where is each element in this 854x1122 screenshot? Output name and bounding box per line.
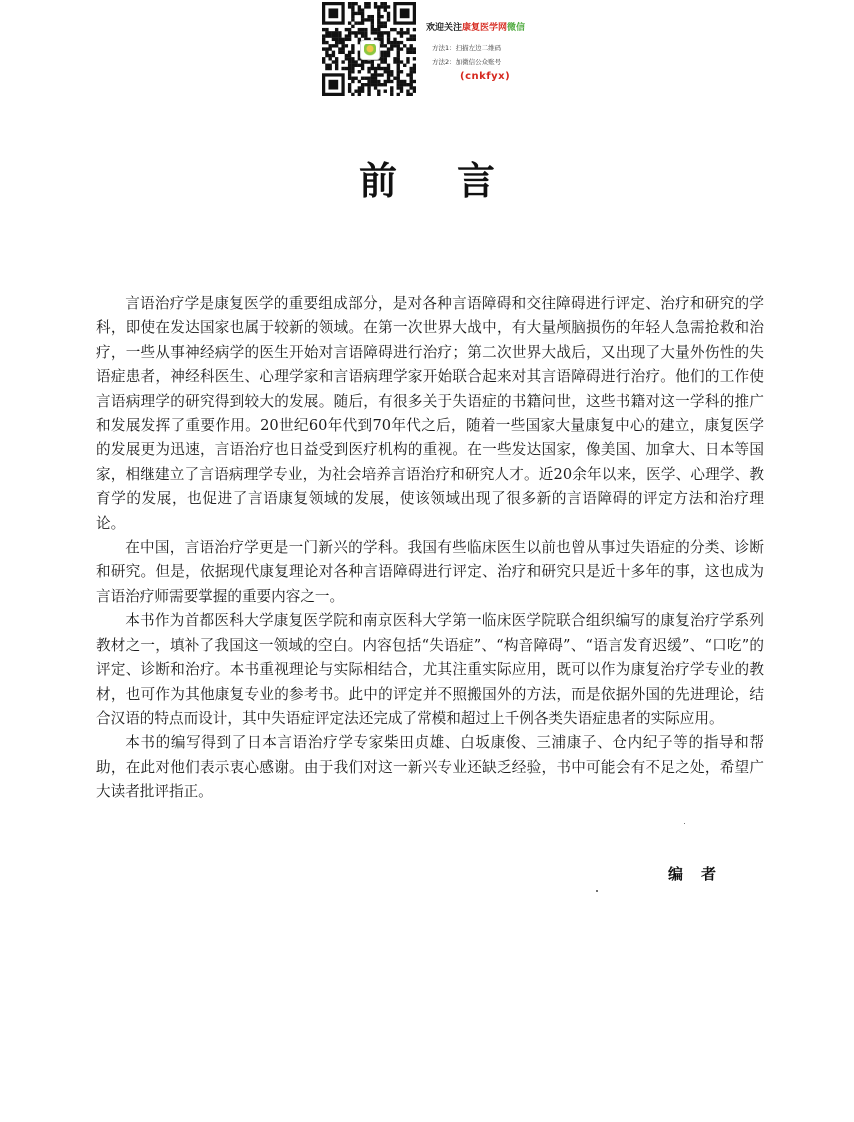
- banner-suffix: 微信: [507, 23, 526, 33]
- preface-body: [96, 292, 764, 805]
- page-title: 前言: [358, 158, 555, 203]
- banner-account-id: (cnkfyx): [460, 71, 511, 82]
- scan-speck: [596, 890, 598, 892]
- banner-method-1: 方法1：扫描左边二维码: [432, 44, 502, 52]
- scan-speck: [684, 823, 685, 824]
- paragraph: 在中国，言语治疗学更是一门新兴的学科。我国有些临床医生以前也曾从事过失语症的分类、诊断和研究。但是，依据现代康复理论对各种言语障碍进行评定、治疗和研究只是近十多年的事，这也成为言语治疗师需要掌握的重要内容之一。: [96, 539, 764, 605]
- wechat-banner: [322, 2, 538, 98]
- banner-prefix: 欢迎关注: [426, 23, 463, 33]
- banner-method-2: 方法2：加微信公众账号: [432, 58, 502, 66]
- qr-logo-icon: [360, 40, 380, 60]
- qr-code-icon[interactable]: [322, 2, 416, 96]
- paragraph: 言语治疗学是康复医学的重要组成部分，是对各种言语障碍和交往障碍进行评定、治疗和研究的学科，即使在发达国家也属于较新的领域。在第一次世界大战中，有大量颅脑损伤的年轻人急需抢救和治疗，一些从事神经病学的医生开始对言语障碍进行治疗；第二次世界大战后，又出现了大量外伤性的失语症患者，神经科医生、心理学家和言语病理学家开始联合起来对其言语障碍进行治疗。他们的工作使言语病理学的研究得到较大的发展。随后，有很多关于失语症的书籍问世，这些书籍对这一学科的推广和发展发挥了重要作用。20世纪60年代到70年代之后，随着一些国家大量康复中心的建立，康复医学的发展更为迅速，言语治疗也日益受到医疗机构的重视。在一些发达国家，像美国、加拿大、日本等国家，相继建立了言语病理学专业，为社会培养言语治疗和研究人才。近20余年以来，医学、心理学、教育学的发展，也促进了言语康复领域的发展，使该领域出现了很多新的言语障碍的评定方法和治疗理论。: [96, 295, 764, 532]
- banner-headline: [426, 20, 525, 33]
- paragraph: 本书作为首都医科大学康复医学院和南京医科大学第一临床医学院联合组织编写的康复治疗学系列教材之一，填补了我国这一领域的空白。内容包括“失语症”、“构音障碍”、“语言发育迟缓”、“口吃”的评定、诊断和治疗。本书重视理论与实际相结合，尤其注重实际应用，既可以作为康复治疗学专业的教材，也可作为其他康复专业的参考书。此中的评定并不照搬国外的方法，而是依据外国的先进理论，结合汉语的特点而设计，其中失语症评定法还完成了常模和超过上千例各类失语症患者的实际应用。: [96, 612, 764, 727]
- banner-brand: 康复医学网: [462, 23, 508, 33]
- paragraph: 本书的编写得到了日本言语治疗学专家柴田贞雄、白坂康俊、三浦康子、仓内纪子等的指导和帮助，在此对他们表示衷心感谢。由于我们对这一新兴专业还缺乏经验，书中可能会有不足之处，希望广大读者批评指正。: [96, 734, 764, 801]
- author-signature: 编者: [668, 865, 735, 883]
- banner-text: [426, 20, 525, 82]
